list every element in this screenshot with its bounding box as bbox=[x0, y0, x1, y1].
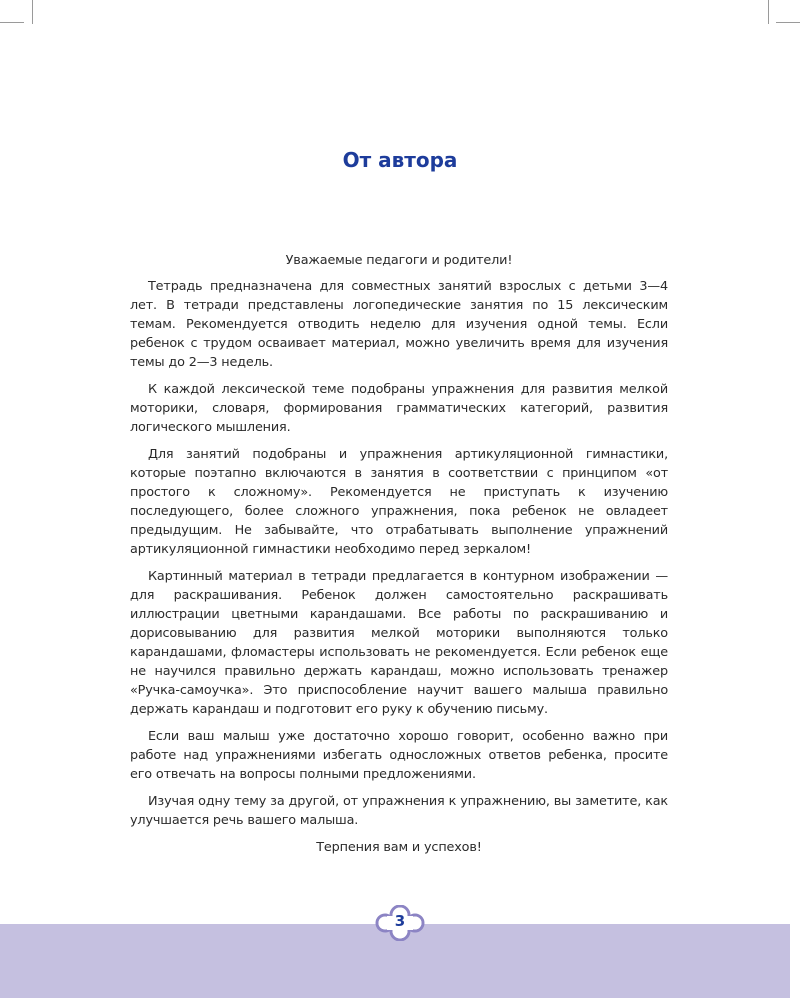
greeting: Уважаемые педагоги и родители! bbox=[285, 253, 513, 268]
paragraph: Тетрадь предназначена для совместных занятий взрослых с детьми 3—4 лет. В тетради представлены логопедические занятия по 15 лексическим темам. Рекомендуется отводить неделю для изучения одной темы. Если ребенок с трудом осваивает материал, можно увеличить время для изучения темы до 2—3 недель. bbox=[130, 279, 668, 370]
paragraph: Если ваш малыш уже достаточно хорошо говорит, особенно важно при работе над упражнениями избегать односложных ответов ребенка, просите его отвечать на вопросы полными предложениями. bbox=[130, 729, 668, 782]
page-title: От автора bbox=[342, 148, 458, 172]
paragraph: Для занятий подобраны и упражнения артикуляционной гимнастики, которые поэтапно включаются в занятия в соответствии с принципом «от простого к сложному». Рекомендуется не приступать к изучению последующего, более сложного упражнения, пока ребенок не овладеет предыдущим. Не забывайте, что отрабатывать выполнение упражнений артикуляционной гимнастики необходимо перед зеркалом! bbox=[130, 447, 668, 557]
closing-line: Терпения вам и успехов! bbox=[316, 840, 482, 855]
paragraph: К каждой лексической теме подобраны упражнения для развития мелкой моторики, словаря, формирования грамматических категорий, развития логического мышления. bbox=[130, 382, 668, 435]
paragraph: Изучая одну тему за другой, от упражнения к упражнению, вы заметите, как улучшается речь вашего малыша. bbox=[130, 794, 668, 828]
crop-mark-top-left-v bbox=[32, 0, 33, 24]
paragraph: Картинный материал в тетради предлагается в контурном изображении — для раскрашивания. Ребенок должен самостоятельно раскрашивать иллюстрации цветными карандашами. Все работы по раскрашиванию и дорисовыванию для развития мелкой моторики выполняются только карандашами, фломастеры использовать не рекомендуется. Если ребенок еще не научился правильно держать карандаш, можно использовать тренажер «Ручка-самоучка». Это приспособление научит вашего малыша правильно держать карандаш и подготовит его руку к обучению письму. bbox=[130, 569, 668, 717]
crop-mark-top-left-h bbox=[0, 22, 24, 23]
crop-mark-top-right-h bbox=[776, 22, 800, 23]
page-number: 3 bbox=[394, 912, 406, 930]
crop-mark-top-right-v bbox=[768, 0, 769, 24]
article-body bbox=[130, 251, 668, 870]
page-number-badge bbox=[373, 905, 427, 941]
